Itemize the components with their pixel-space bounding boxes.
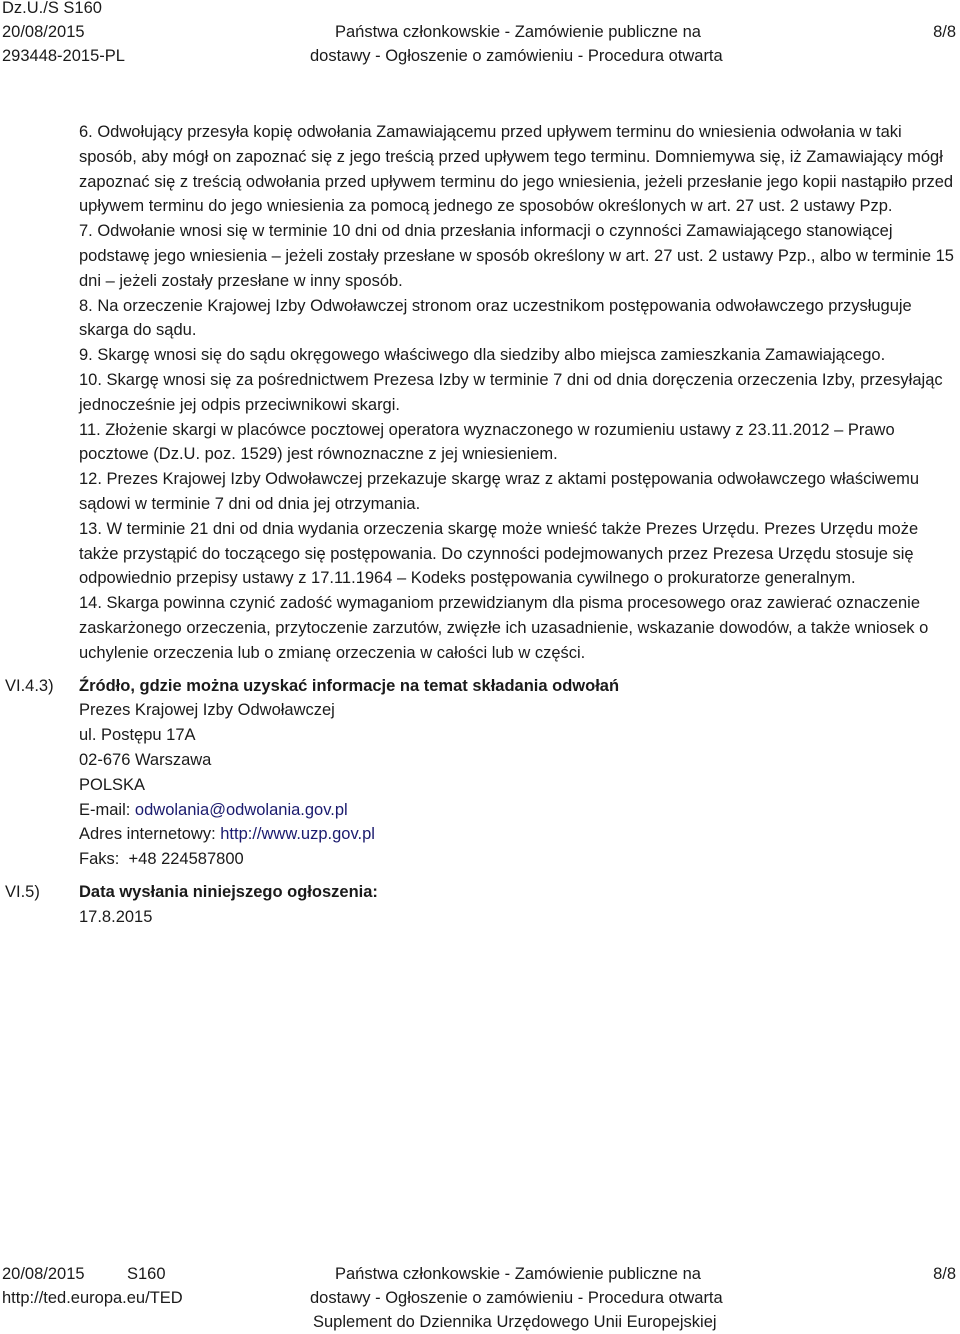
footer-series: S160: [127, 1265, 166, 1283]
contact-web-row: [79, 822, 957, 847]
contact-street: ul. Postępu 17A: [79, 726, 196, 745]
header-notice-id: 293448-2015-PL: [2, 47, 125, 65]
paragraph-11: 11. Złożenie skargi w placówce pocztowej operatora wyznaczonego w rozumieniu ustawy z 23.11.2012 – Prawo pocztowe (Dz.U. poz. 1529) jest równoznaczne z jej wniesieniem.: [79, 420, 895, 464]
footer-date: 20/08/2015: [2, 1265, 85, 1283]
header-page-number: 8/8: [933, 23, 956, 41]
web-link[interactable]: http://www.uzp.gov.pl: [220, 825, 375, 844]
footer-title-line2: dostawy - Ogłoszenie o zamówieniu - Procedura otwarta: [310, 1289, 723, 1307]
paragraph-8: 8. Na orzeczenie Krajowej Izby Odwoławczej stronom oraz uczestnikom postępowania odwoławczego przysługuje skarga do sądu.: [79, 296, 912, 340]
footer-title-line3: Suplement do Dziennika Urzędowego Unii Europejskiej: [313, 1313, 717, 1331]
main-content: [79, 120, 957, 930]
section-vi5-number: VI.5): [5, 882, 40, 901]
contact-city: 02-676 Warszawa: [79, 750, 212, 769]
section-vi5: [79, 880, 957, 930]
header-date: 20/08/2015: [2, 23, 85, 41]
header-doc-ref: Dz.U./S S160: [2, 0, 102, 17]
contact-country: POLSKA: [79, 775, 146, 794]
page-header: [0, 0, 960, 70]
contact-email-row: [79, 798, 957, 823]
section-vi5-heading: Data wysłania niniejszego ogłoszenia:: [79, 882, 378, 901]
section-vi43-heading: Źródło, gdzie można uzyskać informacje na temat składania odwołań: [79, 676, 620, 695]
footer-url[interactable]: http://ted.europa.eu/TED: [2, 1289, 183, 1307]
section-vi43-number: VI.4.3): [5, 676, 54, 695]
paragraph-9: 9. Skargę wnosi się do sądu okręgowego właściwego dla siedziby albo miejsca zamieszkania Zamawiającego.: [79, 346, 886, 365]
paragraph-10: 10. Skargę wnosi się za pośrednictwem Prezesa Izby w terminie 7 dni od dnia doręczenia orzeczenia Izby, przesyłając jednocześnie jej odpis przeciwnikowi skargi.: [79, 370, 943, 414]
paragraph-14: 14. Skarga powinna czynić zadość wymaganiom przewidzianym dla pisma procesowego oraz zawierać oznaczenie zaskarżonego orzeczenia, przytoczenie zarzutów, zwięzłe ich uzasadnienie, wskazanie dowodów, a także wniosek o uchylenie orzeczenia lub o zmianę orzeczenia w całości lub w części.: [79, 594, 929, 662]
email-label: E-mail:: [79, 800, 135, 819]
header-title-line2: dostawy - Ogłoszenie o zamówieniu - Procedura otwarta: [310, 47, 723, 65]
contact-fax: Faks: +48 224587800: [79, 850, 244, 869]
contact-org: Prezes Krajowej Izby Odwoławczej: [79, 701, 335, 720]
paragraph-13: 13. W terminie 21 dni od dnia wydania orzeczenia skargę może wnieść także Prezes Urzędu. Prezes Urzędu może także przystąpić do toczącego się postępowania. Do czynności podejmowanych przez Prezesa Urzędu stosuje się odpowiednio przepisy ustawy z 17.11.1964 – Kodeks postępowania cywilnego o prokuratorze generalnym.: [79, 519, 919, 588]
email-link[interactable]: odwolania@odwolania.gov.pl: [134, 800, 348, 819]
header-title-line1: Państwa członkowskie - Zamówienie publiczne na: [335, 23, 701, 41]
page-footer: [0, 1262, 960, 1334]
dispatch-date: 17.8.2015: [79, 907, 153, 926]
web-label: Adres internetowy:: [79, 825, 221, 844]
paragraph-6: 6. Odwołujący przesyła kopię odwołania Zamawiającemu przed upływem terminu do wniesienia odwołania w taki sposób, aby mógł on zapoznać się z jego treścią przed upływem tego terminu. Domniemywa się, iż Zamawiający mógł zapoznać się z treścią odwołania przed upływem terminu do jego wniesienia, jeżeli przesłanie jego kopii nastąpiło przed upływem terminu do jego wniesienia za pomocą jednego ze sposobów określonych w art. 27 ust. 2 ustawy Pzp.: [79, 123, 954, 216]
footer-page-number: 8/8: [933, 1265, 956, 1283]
paragraph-7: 7. Odwołanie wnosi się w terminie 10 dni od dnia przesłania informacji o czynności Zamawiającego stanowiącej podstawę jego wniesienia – jeżeli zostały przesłane w sposób określony w art. 27 ust. 2 ustawy Pzp., albo w terminie 15 dni – jeżeli zostały przesłane w inny sposób.: [79, 222, 954, 290]
footer-title-line1: Państwa członkowskie - Zamówienie publiczne na: [335, 1265, 701, 1283]
paragraph-12: 12. Prezes Krajowej Izby Odwoławczej przekazuje skargę wraz z aktami postępowania odwoławczego właściwemu sądowi w terminie 7 dni od dnia jej otrzymania.: [79, 470, 920, 513]
section-vi43: [79, 674, 957, 872]
